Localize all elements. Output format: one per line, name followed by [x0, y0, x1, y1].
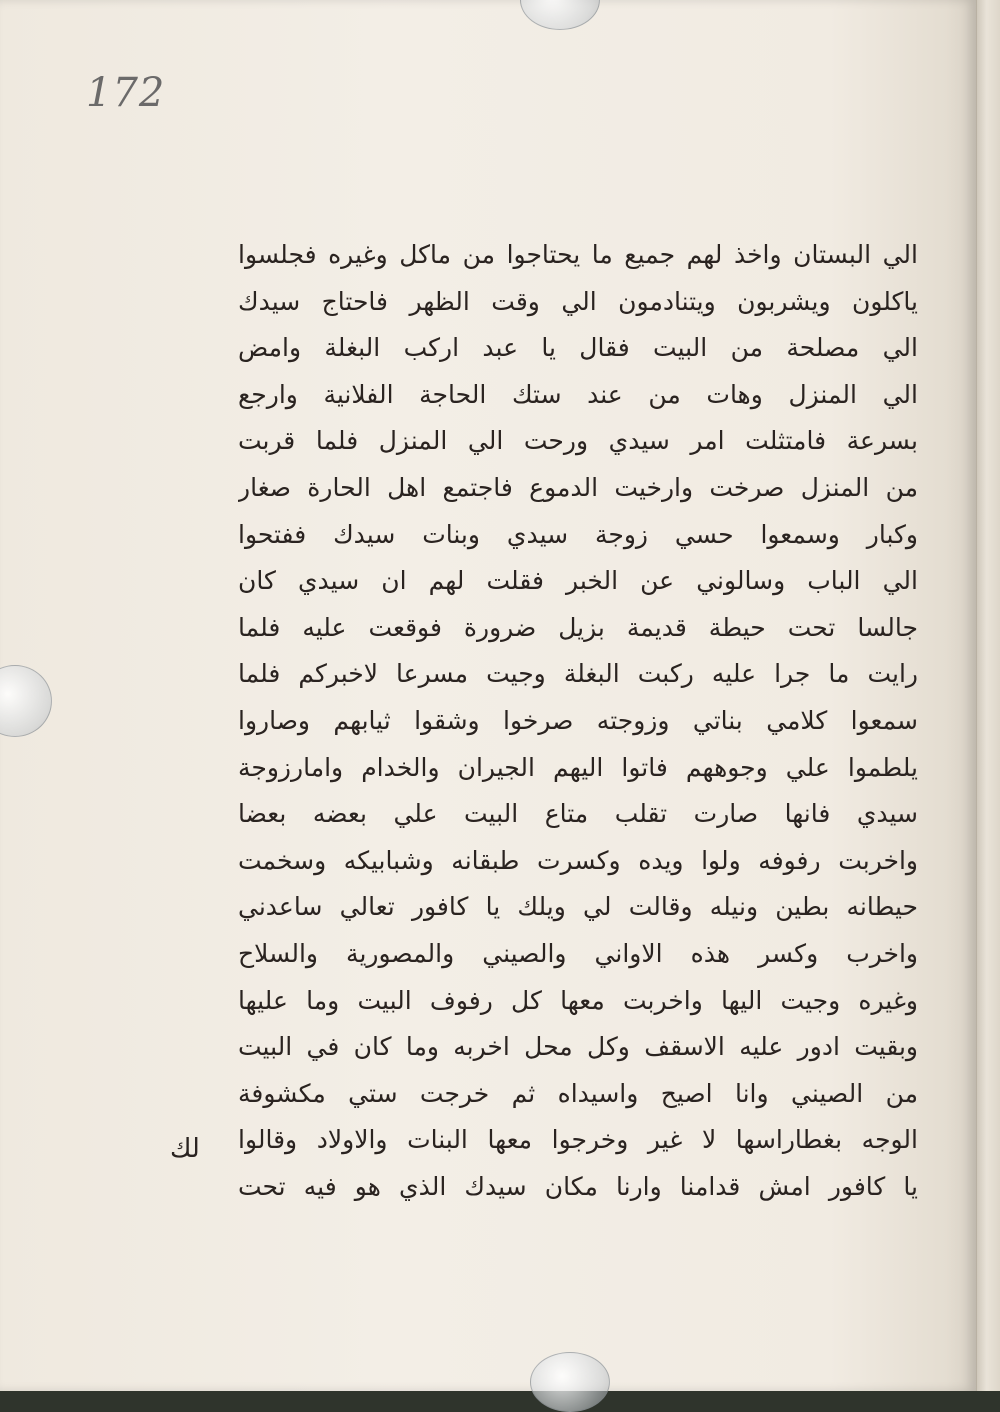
text-line: وغيره وجيت اليها واخربت معها كل رفوف البيت وما عليها: [238, 985, 918, 1015]
text-line: وكبار وسمعوا حسي زوجة سيدي وبنات سيدك ففتحوا: [238, 519, 918, 549]
text-line: الوجه بغطاراسها لا غير وخرجوا معها البنات والاولاد وقالوا: [238, 1125, 918, 1155]
text-line: جالسا تحت حيطة قديمة بزيل ضرورة فوقعت عليه فلما: [238, 612, 918, 642]
text-line: من الصيني وانا اصيح واسيداه ثم خرجت ستي مكشوفة: [238, 1078, 918, 1108]
text-line: يا كافور امش قدامنا وارنا مكان سيدك الذي هو فيه تحت: [238, 1171, 918, 1201]
page-clip-left: [0, 665, 52, 737]
catchword-margin-note: لك: [170, 1134, 200, 1164]
text-line: الي المنزل وهات من عند ستك الحاجة الفلانية وارجع: [238, 379, 918, 409]
text-line: رايت ما جرا عليه ركبت البغلة وجيت مسرعا لاخبركم فلما: [238, 659, 918, 689]
text-line: حيطانه بطين ونيله وقالت لي ويلك يا كافور تعالي ساعدني: [238, 892, 918, 922]
text-line: سيدي فانها صارت تقلب متاع البيت علي بعضه بعضا: [238, 799, 918, 829]
text-line: ياكلون ويشربون ويتنادمون الي وقت الظهر فاحتاج سيدك: [238, 286, 918, 316]
text-line: وبقيت ادور عليه الاسقف وكل محل اخربه وما كان في البيت: [238, 1032, 918, 1062]
text-line: واخرب وكسر هذه الاواني والصيني والمصورية والسلاح: [238, 938, 918, 968]
text-line: بسرعة فامتثلت امر سيدي ورحت الي المنزل فلما قربت: [238, 426, 918, 456]
text-line: سمعوا كلامي بناتي وزوجته صرخوا وشقوا ثيابهم وصاروا: [238, 705, 918, 735]
page-clip-bottom: [530, 1352, 610, 1412]
folio-number: 172: [86, 70, 166, 116]
adjacent-page-edge: [976, 0, 1000, 1391]
text-line: الي مصلحة من البيت فقال يا عبد اركب البغلة وامض: [238, 333, 918, 363]
text-line: واخربت رفوفه ولوا ويده وكسرت طبقانه وشبابيكه وسخمت: [238, 845, 918, 875]
text-line: يلطموا علي وجوههم فاتوا اليهم الجيران والخدام وامارزوجة: [238, 752, 918, 782]
text-line: الي البستان واخذ لهم جميع ما يحتاجوا من ماكل وغيره فجلسوا: [238, 240, 918, 269]
page-clip-top: [520, 0, 600, 30]
text-line: من المنزل صرخت وارخيت الدموع فاجتمع اهل الحارة صغار: [238, 472, 918, 502]
manuscript-text-block: [238, 232, 918, 1210]
text-line: الي الباب وسالوني عن الخبر فقلت لهم ان سيدي كان: [238, 566, 918, 596]
